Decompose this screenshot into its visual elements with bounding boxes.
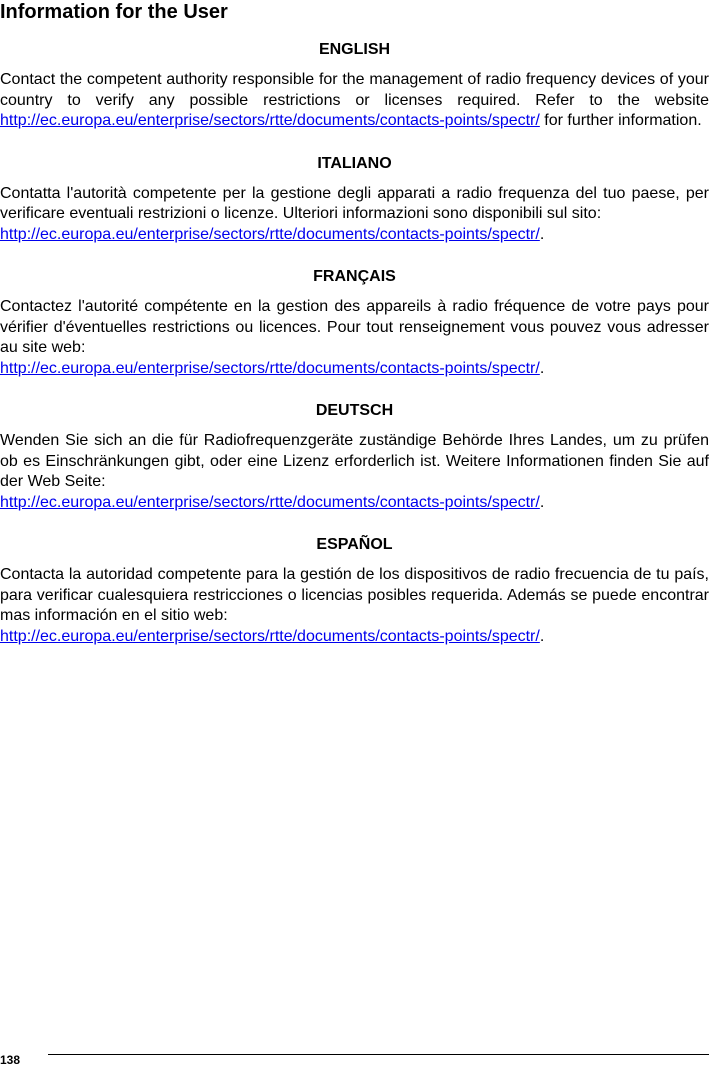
body-text: Contatta l'autorità competente per la gestione degli apparati a radio frequenza del tuo paese, per verificare eventuali restrizioni o licenze. Ulteriori informazioni sono disponibili sul sito: [0,184,709,222]
section-heading: FRANÇAIS [313,268,396,285]
contacts-link[interactable]: http://ec.europa.eu/enterprise/sectors/rtte/documents/contacts-points/spectr/ [0,225,540,243]
contacts-link[interactable]: http://ec.europa.eu/enterprise/sectors/rtte/documents/contacts-points/spectr/ [0,493,540,511]
contacts-link[interactable]: http://ec.europa.eu/enterprise/sectors/rtte/documents/contacts-points/spectr/ [0,627,540,645]
footer-divider [48,1054,709,1055]
section-espanol [0,535,709,647]
section-body [0,431,709,513]
page-number: 138 [0,1053,21,1067]
section-deutsch [0,401,709,513]
section-heading: ITALIANO [317,154,392,172]
section-body [0,184,709,246]
section-heading: ESPAÑOL [316,536,393,553]
body-text-after: . [539,359,545,377]
section-body [0,70,709,132]
section-heading: DEUTSCH [315,402,394,419]
body-text: Contacta la autoridad competente para la gestión de los dispositivos de radio frecuencia de tu país, para verificar cualesquiera restricciones o licencias posibles requerida. Además se puede encontrar mas información en el sitio web: [0,566,709,624]
section-heading: ENGLISH [318,41,391,58]
body-text: Contactez l'autorité compétente en la gestion des appareils à radio fréquence de votre pays pour vérifier d'éventuelles restrictions ou licences. Pour tout renseignement vous pouvez vous adresser au site web: [0,298,709,356]
contacts-link[interactable]: http://ec.europa.eu/enterprise/sectors/rtte/documents/contacts-points/spectr/ [0,112,540,129]
body-text-after: . [539,627,545,645]
section-italiano [0,154,709,246]
content [0,40,709,669]
section-english [0,40,709,132]
body-text-after: for further information. [539,112,702,129]
contacts-link[interactable]: http://ec.europa.eu/enterprise/sectors/rtte/documents/contacts-points/spectr/ [0,359,540,377]
section-body [0,297,709,379]
section-body [0,565,709,647]
body-text: Wenden Sie sich an die für Radiofrequenzgeräte zuständige Behörde Ihres Landes, um zu prüfen ob es Einschränkungen gibt, oder eine Lizenz erforderlich ist. Weitere Informationen finden Sie auf der Web Seite: [0,432,709,490]
page-title: Information for the User [0,1,228,23]
body-text-after: . [539,493,545,511]
section-francais [0,267,709,379]
body-text-after: . [539,225,545,243]
body-text: Contact the competent authority responsible for the management of radio frequency devices of your country to verify any possible restrictions or licenses required. Refer to the website [0,71,709,109]
